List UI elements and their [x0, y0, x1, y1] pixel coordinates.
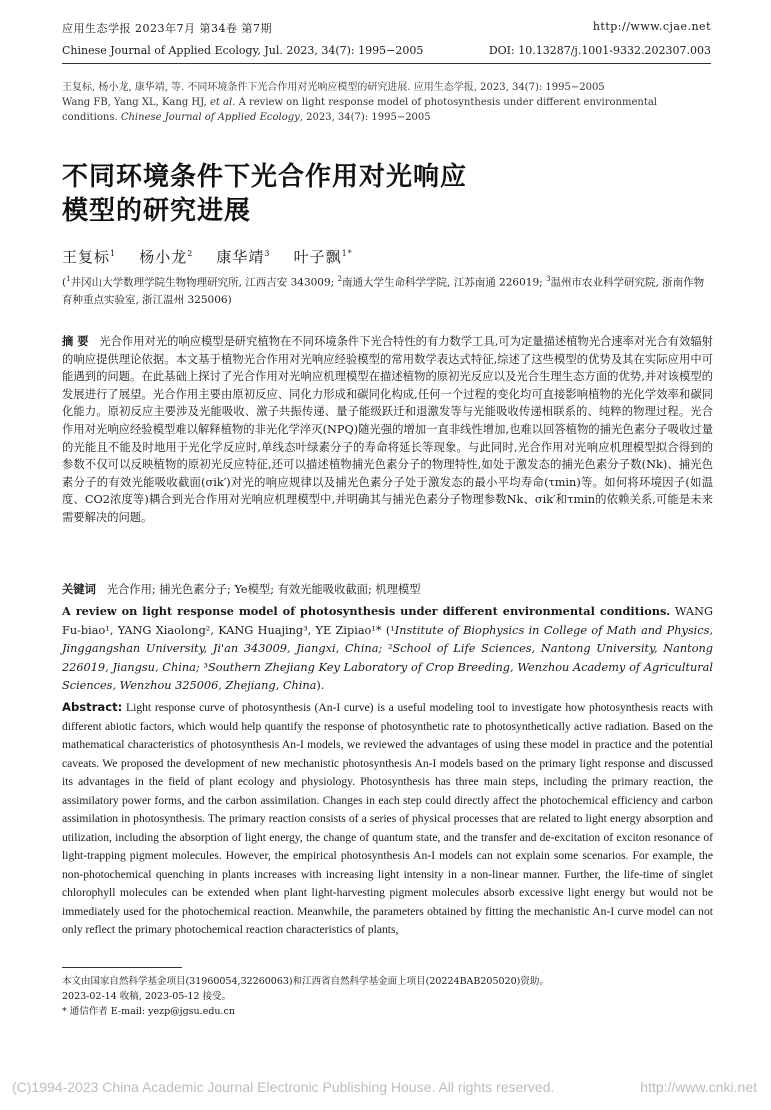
author-list — [62, 246, 353, 267]
journal-issue-zh: 应用生态学报 2023年7月 第34卷 第7期 — [62, 22, 272, 35]
corresponding-note: * 通信作者 E-mail: yezp@jgsu.edu.cn — [62, 1006, 235, 1017]
funding-note: 本文由国家自然科学基金项目(31960054,32260063)和江西省自然科学基金面上项目(20224BAB205020)资助。 — [62, 976, 549, 987]
english-affiliation-3: Southern Zhejiang Key Laboratory of Crop Breeding, Wenzhou Academy of Agricultural Sciences, Wenzhou 325006, Zhejiang, China — [62, 660, 714, 692]
english-affiliation-2: School of Life Sciences, Nantong University, Nantong 226019, Jiangsu, China; — [62, 642, 714, 674]
keywords-zh-text: 光合作用; 捕光色素分子; Ye模型; 有效光能吸收截面; 机理模型 — [106, 583, 421, 596]
abstract-zh-text: 光合作用对光的响应模型是研究植物在不同环境条件下光合特性的有力数学工具,可为定量描述植物光合速率对光合有效辐射的响应提供理论依据。本文基于植物光合作用对光响应经验模型的常用数学表达式特征,综述了这些模型的优势及其在实际应用中可能遇到的问题。在此基础上探讨了光合作用对光响应机理模型在描述植物的原初光反应以及光合生理生态方面的优势,并对该模型的发展进行了展望。光合作用主要由原初反应、同化力形成和碳同化构成,任何一个过程的变化均可直接影响植物的光化学效率和碳同化能力。原初反应主要涉及光能吸收、激子共振传递、量子能级跃迁和退激发等与光能吸收传递相联系的、纯粹的物理过程。光合作用对光响应经验模型难以解释植物的非光化学淬灭(NPQ)随光强的增加一直非线性增加,也难以回答植物的捕光色素分子吸收过量的光能且不能及时地用于光化学反应时,单线态叶绿素分子的寿命将延长等现象。与此同时,光合作用对光响应机理模型拟合得到的参数不仅可以反映植物的原初光反应特征,还可以描述植物捕光色素分子的物理特性,如处于激发态的捕光色素分子数(Nk)、捕光色素分子的有效光能吸收截面(σik′)对光的响应规律以及捕光色素分子处于激发态的最小平均寿命(τmin)等。如何将环境因子(如温度、CO2浓度等)耦合到光合作用对光响应机理模型中,并明确其与捕光色素分子物理参数Nk、σik′和τmin的依赖关系,可能是未来需要解决的问题。 — [62, 335, 713, 524]
author-3: 康华靖$^3$ — [216, 248, 271, 266]
citation-zh: 王复标, 杨小龙, 康华靖, 等. 不同环境条件下光合作用对光响应模型的研究进展. 应用生态学报, 2023, 34(7): 1995−2005 — [62, 82, 605, 93]
cnki-watermark — [0, 1079, 771, 1103]
keywords-zh — [62, 581, 713, 597]
abstract-zh — [62, 333, 713, 527]
affiliation-2: 南通大学生命科学学院, 江苏南通 226019; — [342, 276, 543, 289]
author-4: 叶子飘$^{1*}$ — [293, 248, 353, 266]
abstract-en — [62, 698, 713, 940]
dates-note: 2023-02-14 收稿, 2023-05-12 接受。 — [62, 991, 232, 1002]
title-line-1: 不同环境条件下光合作用对光响应 — [62, 162, 468, 192]
abstract-en-label: Abstract: — [62, 700, 123, 714]
author-1: 王复标$^1$ — [62, 248, 117, 266]
citation-en-etal: et al — [209, 97, 233, 108]
watermark-copyright: (C)1994-2023 China Academic Journal Electronic Publishing House. All rights reserved. — [12, 1079, 555, 1095]
english-title: A review on light response model of photosynthesis under different environmental conditions. — [62, 604, 671, 618]
title-line-2: 模型的研究进展 — [62, 196, 252, 226]
affiliation-3: 温州市农业科学研究院, 浙南作物育种重点实验室, 浙江温州 325006) — [62, 276, 705, 306]
citation-en-journal: Chinese Journal of Applied Ecology — [120, 112, 300, 123]
affiliations: ($^1$井冈山大学数理学院生物物理研究所, 江西吉安 343009; $^2$南通大学生命科学学院, 江苏南通 226019; $^3$温州市农业科学研究院, 浙南作物育种重点实验室, 浙江温州 325006) — [62, 275, 705, 306]
english-header-block: A review on light response model of photosynthesis under different environmental conditions. WANG Fu-biao¹, YANG Xiaolong², KANG Huajing³, YE Zipiao¹* (¹Institute of Biophysics in College of Math and Physics, Jinggangshan University, Ji'an 343009, Jiangxi, China; ²School of Life Sciences, Nantong University, Nantong 226019, Jiangsu, China; ³Southern Zhejiang Key Laboratory of Crop Breeding, Wenzhou Academy of Agricultural Sciences, Wenzhou 325006, Zhejiang, China). — [62, 604, 714, 692]
abstract-en-text: Light response curve of photosynthesis (An-I curve) is a useful modeling tool to investigate how photosynthesis reacts with different abiotic factors, which would help quantify the response of photosynthetic rate to photosynthetically active radiation. Based on the mathematical characteristics of photosynthesis An-I models, we reviewed the advantages of using these model in practice and the potential caveats. We proposed the development of new mechanistic photosynthesis An-I models based on the primary light response and discussed its advantages in the field of plant ecology and physiology. Photosynthesis has three main steps, including the primary reaction, the assimilatory power forms, and the carbon assimilation. Changes in each step could directly affect the photochemical efficiency and carbon assimilation in photosynthesis. The primary reaction consists of a series of physical processes that are related to light energy absorption and utilization, including the absorption of light energy, the change of quantum state, and the transfer and de-excitation of exciton resonance of light-trapping pigment molecules. However, the empirical photosynthesis An-I models can not explain some scenarios. For example, the non-photochemical quenching in plants increases with increasing light intensity in a non-linear manner. Further, the life-time of singlet chlorophyll molecules can be extended when plant light-harvesting pigment molecules absorb excessive light energy but would not be immediately used for the photochemical reaction. Meanwhile, the parameters obtained by fitting the mechanistic An-I curve model can not only reflect the primary photochemical reaction characteristics of plants, — [62, 701, 713, 936]
affiliation-1: 井冈山大学数理学院生物物理研究所, 江西吉安 343009; — [70, 276, 335, 289]
doi[interactable]: DOI: 10.13287/j.1001-9332.202307.003 — [488, 44, 711, 57]
abstract-zh-label: 摘 要 — [62, 335, 89, 348]
citation-en-part3: , 2023, 34(7): 1995−2005 — [299, 112, 431, 123]
english-affiliation-1: Institute of Biophysics in College of Math and Physics, Jinggangshan University, Ji'an 343009, Jiangxi, China; — [62, 623, 713, 655]
citation-en-part2: . A review on light response model of photosynthesis under different environmental conditions. — [62, 97, 657, 123]
citation-en — [62, 95, 711, 125]
journal-issue-en: Chinese Journal of Applied Ecology, Jul. 2023, 34(7): 1995−2005 — [62, 44, 424, 57]
watermark-url[interactable]: http://www.cnki.net — [640, 1079, 757, 1095]
author-2: 杨小龙$^2$ — [139, 248, 194, 266]
journal-url[interactable]: http://www.cjae.net — [592, 20, 711, 33]
footnotes — [62, 974, 711, 1019]
citation-en-part1: Wang FB, Yang XL, Kang HJ, — [62, 97, 207, 108]
footnote-rule — [62, 967, 182, 968]
header-rule — [62, 63, 711, 64]
english-authors: WANG Fu-biao¹, YANG Xiaolong², KANG Huajing³, YE Zipiao¹* — [62, 605, 713, 637]
article-title — [62, 160, 467, 228]
keywords-zh-label: 关键词 — [62, 583, 96, 596]
